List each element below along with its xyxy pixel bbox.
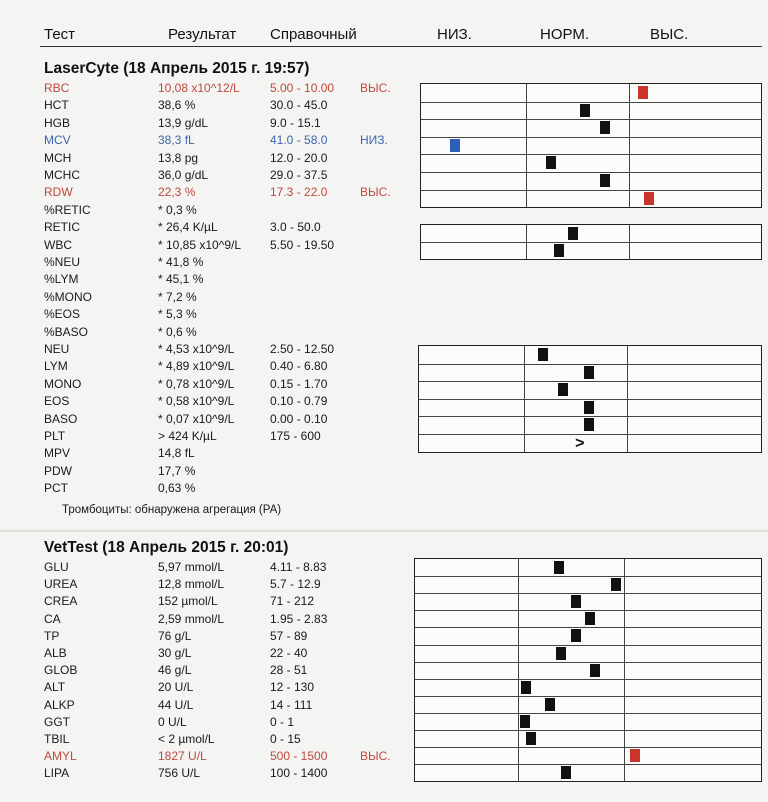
- reference-range: 0.40 - 6.80: [270, 359, 328, 374]
- test-result: * 41,8 %: [158, 255, 204, 269]
- gauge-marker-above-range: >: [575, 434, 585, 452]
- test-result: > 424 K/µL: [158, 429, 217, 443]
- gauge-box-retic-wbc: [420, 224, 762, 260]
- test-result: * 4,53 x10^9/L: [158, 342, 235, 356]
- reference-range: 9.0 - 15.1: [270, 115, 321, 130]
- test-name: %NEU: [44, 255, 81, 269]
- test-result: 1827 U/L: [158, 749, 207, 764]
- header-low: НИЗ.: [437, 26, 472, 43]
- abnormal-flag: НИЗ.: [360, 133, 388, 148]
- gauge-row-line: [421, 137, 761, 138]
- platelet-note: Тромбоциты: обнаружена агрегация (PA): [62, 504, 282, 516]
- test-name: ALT: [44, 680, 66, 695]
- test-result: * 0,07 x10^9/L: [158, 411, 235, 426]
- result-row: [0, 306, 410, 323]
- result-row: [0, 289, 410, 306]
- gauge-marker-alb: [556, 647, 566, 660]
- test-result: 756 U/L: [158, 766, 201, 781]
- gauge-row-line: [415, 576, 761, 577]
- gauge-marker-ca: [585, 612, 595, 625]
- gauge-row-line: [419, 434, 761, 435]
- test-result: 2,59 mmol/L: [158, 611, 225, 626]
- test-result: * 0,78 x10^9/L: [158, 376, 235, 391]
- result-row: [0, 411, 410, 428]
- gauge-marker-tbil: [526, 732, 536, 745]
- reference-range: 0.10 - 0.79: [270, 394, 328, 409]
- reference-range: 1.95 - 2.83: [270, 611, 328, 626]
- test-name: %LYM: [44, 272, 79, 287]
- gauge-row-line: [415, 679, 761, 680]
- test-result: * 7,2 %: [158, 289, 197, 304]
- test-result: 22,3 %: [158, 185, 196, 200]
- gauge-zone-separator: [526, 225, 527, 259]
- test-name: ALB: [44, 646, 67, 660]
- test-result: * 0,3 %: [158, 202, 197, 217]
- test-name: MCHC: [44, 168, 80, 182]
- gauge-row-line: [421, 172, 761, 173]
- result-row: [0, 341, 410, 358]
- reference-range: 0 - 15: [270, 732, 301, 746]
- gauge-marker-glob: [590, 664, 600, 677]
- reference-range: 71 - 212: [270, 594, 315, 609]
- test-name: %BASO: [44, 324, 89, 339]
- section-divider: [0, 530, 768, 532]
- reference-range: 0.00 - 0.10: [270, 411, 328, 426]
- header-reference: Справочный: [270, 26, 357, 43]
- gauge-box-chemistry: [414, 558, 762, 782]
- reference-range: 0.15 - 1.70: [270, 376, 328, 391]
- test-result: 12,8 mmol/L: [158, 577, 225, 592]
- gauge-marker-mono: [558, 383, 568, 396]
- reference-range: 3.0 - 50.0: [270, 220, 321, 235]
- test-name: HCT: [44, 98, 69, 113]
- gauge-marker-mcv: [450, 139, 460, 152]
- gauge-marker-tp: [571, 629, 581, 642]
- test-name: MONO: [44, 376, 82, 391]
- result-row: [0, 645, 410, 662]
- result-row: [0, 628, 410, 645]
- test-result: 76 g/L: [158, 628, 192, 643]
- gauge-row-line: [421, 119, 761, 120]
- test-name: CREA: [44, 594, 78, 609]
- test-result: * 4,89 x10^9/L: [158, 359, 235, 374]
- result-row: [0, 576, 410, 593]
- header-test: Тест: [44, 26, 76, 43]
- test-result: 36,0 g/dL: [158, 168, 209, 182]
- reference-range: 57 - 89: [270, 628, 308, 643]
- result-row: [0, 167, 410, 184]
- result-row: [0, 202, 410, 219]
- result-row: [0, 184, 410, 201]
- result-row: [0, 324, 410, 341]
- test-name: MCV: [44, 133, 71, 148]
- result-row: [0, 393, 410, 410]
- test-name: %MONO: [44, 289, 92, 304]
- gauge-row-line: [415, 730, 761, 731]
- test-name: %RETIC: [44, 202, 91, 217]
- reference-range: 5.50 - 19.50: [270, 237, 335, 252]
- gauge-marker-alt: [521, 681, 531, 694]
- reference-range: 5.7 - 12.9: [270, 577, 321, 592]
- gauge-row-line: [419, 381, 761, 382]
- test-result: * 0,6 %: [158, 324, 197, 339]
- reference-range: 28 - 51: [270, 663, 308, 678]
- test-name: AMYL: [44, 749, 77, 764]
- gauge-marker-retic: [568, 227, 578, 240]
- reference-range: 29.0 - 37.5: [270, 168, 328, 182]
- result-row: [0, 559, 410, 576]
- header-high: ВЫС.: [650, 26, 689, 43]
- test-result: * 45,1 %: [158, 272, 204, 287]
- gauge-zone-separator: [526, 84, 527, 207]
- test-name: UREA: [44, 577, 78, 592]
- test-result: * 10,85 x10^9/L: [158, 237, 242, 252]
- result-row: [0, 237, 410, 254]
- gauge-row-line: [415, 713, 761, 714]
- header-result: Результат: [168, 26, 237, 43]
- test-result: * 26,4 K/µL: [158, 220, 218, 235]
- test-result: 152 µmol/L: [158, 594, 218, 609]
- result-row: [0, 80, 410, 97]
- test-name: RBC: [44, 81, 70, 95]
- result-row: [0, 748, 410, 765]
- test-name: PDW: [44, 463, 72, 478]
- reference-range: 12.0 - 20.0: [270, 150, 328, 165]
- test-result: 10,08 x10^12/L: [158, 81, 240, 95]
- test-name: ALKP: [44, 697, 75, 712]
- test-result: 5,97 mmol/L: [158, 560, 225, 574]
- test-result: * 0,58 x10^9/L: [158, 394, 235, 409]
- gauge-zone-separator: [624, 559, 625, 781]
- gauge-zone-separator: [627, 346, 628, 452]
- gauge-marker-mch: [546, 156, 556, 169]
- test-result: 38,3 fL: [158, 133, 195, 148]
- gauge-marker-baso: [584, 418, 594, 431]
- gauge-marker-urea: [611, 578, 621, 591]
- gauge-zone-separator: [524, 346, 525, 452]
- gauge-marker-rbc: [638, 86, 648, 99]
- test-name: PCT: [44, 481, 68, 496]
- gauge-zone-separator: [629, 84, 630, 207]
- result-row: [0, 679, 410, 696]
- test-name: WBC: [44, 237, 72, 252]
- result-row: [0, 271, 410, 288]
- abnormal-flag: ВЫС.: [360, 749, 391, 764]
- result-row: [0, 219, 410, 236]
- result-row: [0, 662, 410, 679]
- gauge-row-line: [421, 154, 761, 155]
- result-row: [0, 428, 410, 445]
- reference-range: 500 - 1500: [270, 749, 328, 764]
- reference-range: 30.0 - 45.0: [270, 98, 328, 113]
- test-result: < 2 µmol/L: [158, 732, 215, 746]
- header-underline: [40, 46, 762, 47]
- result-row: [0, 132, 410, 149]
- result-row: [0, 254, 410, 271]
- gauge-row-line: [415, 764, 761, 765]
- result-row: [0, 376, 410, 393]
- abnormal-flag: ВЫС.: [360, 185, 391, 200]
- gauge-row-line: [421, 242, 761, 243]
- test-name: MCH: [44, 150, 72, 165]
- gauge-row-line: [415, 645, 761, 646]
- reference-range: 2.50 - 12.50: [270, 342, 335, 356]
- gauge-box-rbc-indices: [420, 83, 762, 208]
- test-result: 13,8 pg: [158, 150, 199, 165]
- test-result: 14,8 fL: [158, 446, 195, 461]
- gauge-row-line: [415, 627, 761, 628]
- test-name: MPV: [44, 446, 71, 461]
- test-result: 30 g/L: [158, 646, 192, 660]
- test-result: 0,63 %: [158, 481, 196, 496]
- result-row: [0, 463, 410, 480]
- header-normal: НОРМ.: [540, 26, 589, 43]
- reference-range: 4.11 - 8.83: [270, 560, 327, 574]
- test-result: 17,7 %: [158, 463, 196, 478]
- test-result: 20 U/L: [158, 680, 194, 695]
- test-name: NEU: [44, 342, 70, 356]
- gauge-row-line: [415, 593, 761, 594]
- test-name: LYM: [44, 359, 68, 374]
- result-row: [0, 358, 410, 375]
- gauge-marker-rdw: [644, 192, 654, 205]
- gauge-marker-wbc: [554, 244, 564, 257]
- reference-range: 22 - 40: [270, 646, 308, 660]
- gauge-row-line: [419, 364, 761, 365]
- test-name: RETIC: [44, 220, 80, 235]
- test-result: 0 U/L: [158, 714, 187, 729]
- gauge-row-line: [415, 747, 761, 748]
- test-name: TP: [44, 628, 60, 643]
- gauge-row-line: [421, 102, 761, 103]
- gauge-marker-glu: [554, 561, 564, 574]
- gauge-marker-mchc: [600, 174, 610, 187]
- reference-range: 41.0 - 58.0: [270, 133, 328, 148]
- gauge-row-line: [415, 696, 761, 697]
- test-result: 38,6 %: [158, 98, 196, 113]
- test-name: GGT: [44, 714, 70, 729]
- test-name: BASO: [44, 411, 78, 426]
- gauge-marker-ggt: [520, 715, 530, 728]
- gauge-marker-alkp: [545, 698, 555, 711]
- result-row: [0, 697, 410, 714]
- gauge-marker-amyl: [630, 749, 640, 762]
- abnormal-flag: ВЫС.: [360, 81, 391, 95]
- test-name: CA: [44, 611, 61, 626]
- reference-range: 17.3 - 22.0: [270, 185, 328, 200]
- gauge-marker-lipa: [561, 766, 571, 779]
- gauge-row-line: [421, 190, 761, 191]
- test-name: EOS: [44, 394, 70, 409]
- gauge-marker-lym: [584, 366, 594, 379]
- gauge-marker-crea: [571, 595, 581, 608]
- gauge-marker-neu: [538, 348, 548, 361]
- test-name: %EOS: [44, 307, 81, 322]
- result-row: [0, 593, 410, 610]
- reference-range: 0 - 1: [270, 714, 295, 729]
- result-row: [0, 445, 410, 462]
- reference-range: 175 - 600: [270, 429, 321, 443]
- gauge-row-line: [419, 416, 761, 417]
- result-row: [0, 480, 410, 497]
- result-row: [0, 115, 410, 132]
- section-title-vettest: VetTest (18 Апрель 2015 г. 20:01): [44, 539, 289, 556]
- gauge-zone-separator: [629, 225, 630, 259]
- gauge-marker-hct: [580, 104, 590, 117]
- reference-range: 12 - 130: [270, 680, 315, 695]
- result-row: [0, 765, 410, 782]
- gauge-row-line: [419, 399, 761, 400]
- gauge-row-line: [415, 662, 761, 663]
- test-name: GLOB: [44, 663, 78, 678]
- test-name: TBIL: [44, 732, 70, 746]
- result-row: [0, 714, 410, 731]
- section-title-lasercyte: LaserCyte (18 Апрель 2015 г. 19:57): [44, 60, 310, 77]
- result-row: [0, 150, 410, 167]
- test-name: HGB: [44, 115, 71, 130]
- gauge-marker-hgb: [600, 121, 610, 134]
- reference-range: 14 - 111: [270, 697, 313, 712]
- result-row: [0, 731, 410, 748]
- test-name: PLT: [44, 429, 66, 443]
- gauge-zone-separator: [518, 559, 519, 781]
- test-name: LIPA: [44, 766, 70, 781]
- reference-range: 5.00 - 10.00: [270, 81, 335, 95]
- reference-range: 100 - 1400: [270, 766, 328, 781]
- test-name: GLU: [44, 560, 69, 574]
- test-result: 46 g/L: [158, 663, 192, 678]
- gauge-row-line: [415, 610, 761, 611]
- gauge-marker-eos: [584, 401, 594, 414]
- result-row: [0, 611, 410, 628]
- test-name: RDW: [44, 185, 73, 200]
- test-result: 44 U/L: [158, 697, 194, 712]
- result-row: [0, 97, 410, 114]
- gauge-box-wbc-differential: [418, 345, 762, 453]
- test-result: 13,9 g/dL: [158, 115, 209, 130]
- test-result: * 5,3 %: [158, 307, 197, 322]
